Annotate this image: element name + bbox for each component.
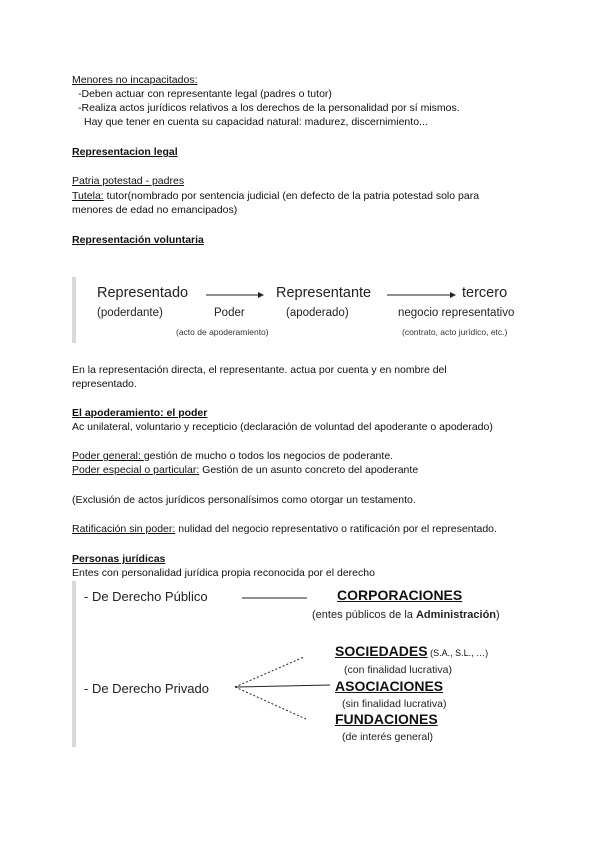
poderdante-label: (poderdante) xyxy=(97,307,163,319)
directa-line-2: representado. xyxy=(72,378,137,390)
negocio-label: negocio representativo xyxy=(398,307,515,319)
privado-connector-fundaciones xyxy=(235,687,306,719)
menores-title: Menores no incapacitados: xyxy=(72,74,198,86)
asociaciones-label: ASOCIACIONES xyxy=(335,678,444,694)
tutela-label: Tutela: xyxy=(72,190,104,202)
contrato-label: (contrato, acto jurídico, etc.) xyxy=(402,327,508,337)
interes-general-label: (de interés general) xyxy=(342,731,434,743)
sin-finalidad-label: (sin finalidad lucrativa) xyxy=(342,698,447,710)
directa-line-1: En la representación directa, el representante. actua por cuenta y en nombre del xyxy=(72,364,447,376)
personas-subtitle: Entes con personalidad jurídica propia reconocida por el derecho xyxy=(72,567,375,579)
con-finalidad-label: (con finalidad lucrativa) xyxy=(344,664,452,676)
apoderamiento-def: Ac unilateral, voluntario y recepticio (declaración de voluntad del apoderante o apoderado) xyxy=(72,421,493,433)
personas-title: Personas jurídicas xyxy=(72,553,166,565)
personas-connectors xyxy=(72,581,534,747)
privado-connector-asociaciones xyxy=(235,685,330,687)
fundaciones-label: FUNDACIONES xyxy=(335,711,438,727)
poder-general-text: gestión de mucho o todos los negocios de poderante. xyxy=(143,450,394,462)
exclusion-line: (Exclusión de actos jurídicos personalísimos como otorgar un testamento. xyxy=(72,494,416,506)
poder-general-label: Poder general: xyxy=(72,450,144,462)
poder-especial-line xyxy=(72,464,418,477)
entes-label: (entes públicos de la Administración) xyxy=(312,609,500,621)
privado-connector-sociedades xyxy=(235,657,304,687)
ratificacion-text: nulidad del negocio representativo o ratificación por el representado. xyxy=(175,523,497,535)
arrow-head-2 xyxy=(450,292,456,298)
personas-diagram xyxy=(72,581,534,747)
apoderado-label: (apoderado) xyxy=(286,307,349,319)
representado-label: Representado xyxy=(97,285,189,301)
tercero-label: tercero xyxy=(462,285,508,301)
derecho-privado-label: - De Derecho Privado xyxy=(84,681,209,696)
poder-label: Poder xyxy=(214,307,245,319)
rep-legal-title: Representacion legal xyxy=(72,146,178,158)
poder-especial-text: Gestión de un asunto concreto del apoderante xyxy=(199,464,419,476)
representacion-diagram xyxy=(72,277,534,343)
rep-voluntaria-title: Representación voluntaria xyxy=(72,234,204,246)
corporaciones-label: CORPORACIONES xyxy=(337,587,463,603)
diagram-arrows xyxy=(72,277,534,343)
menores-line-3: Hay que tener en cuenta su capacidad natural: madurez, discernimiento... xyxy=(84,116,428,128)
tutela-line-2: menores de edad no emancipados) xyxy=(72,204,238,216)
arrow-head-1 xyxy=(258,292,264,298)
ratificacion-line xyxy=(72,523,497,536)
poder-general-line xyxy=(72,450,393,463)
ratificacion-label: Ratificación sin poder: xyxy=(72,523,176,535)
sociedades-note: (S.A., S.L., …) xyxy=(427,648,489,658)
menores-line-2: -Realiza actos jurídicos relativos a los derechos de la personalidad por sí mismos. xyxy=(78,102,460,114)
tutela-line xyxy=(72,190,479,203)
poder-especial-label: Poder especial o particular: xyxy=(72,464,200,476)
representante-label: Representante xyxy=(276,285,372,301)
sociedades-label: SOCIEDADES (S.A., S.L., …) xyxy=(335,643,489,659)
apoderamiento-title: El apoderamiento: el poder xyxy=(72,407,208,419)
derecho-publico-label: - De Derecho Público xyxy=(84,589,208,604)
patria-potestad: Patria potestad - padres xyxy=(72,175,185,187)
tutela-text: tutor(nombrado por sentencia judicial (en defecto de la patria potestad solo para xyxy=(103,190,480,202)
acto-label: (acto de apoderamiento) xyxy=(176,327,269,337)
menores-line-1: -Deben actuar con representante legal (padres o tutor) xyxy=(78,88,332,100)
